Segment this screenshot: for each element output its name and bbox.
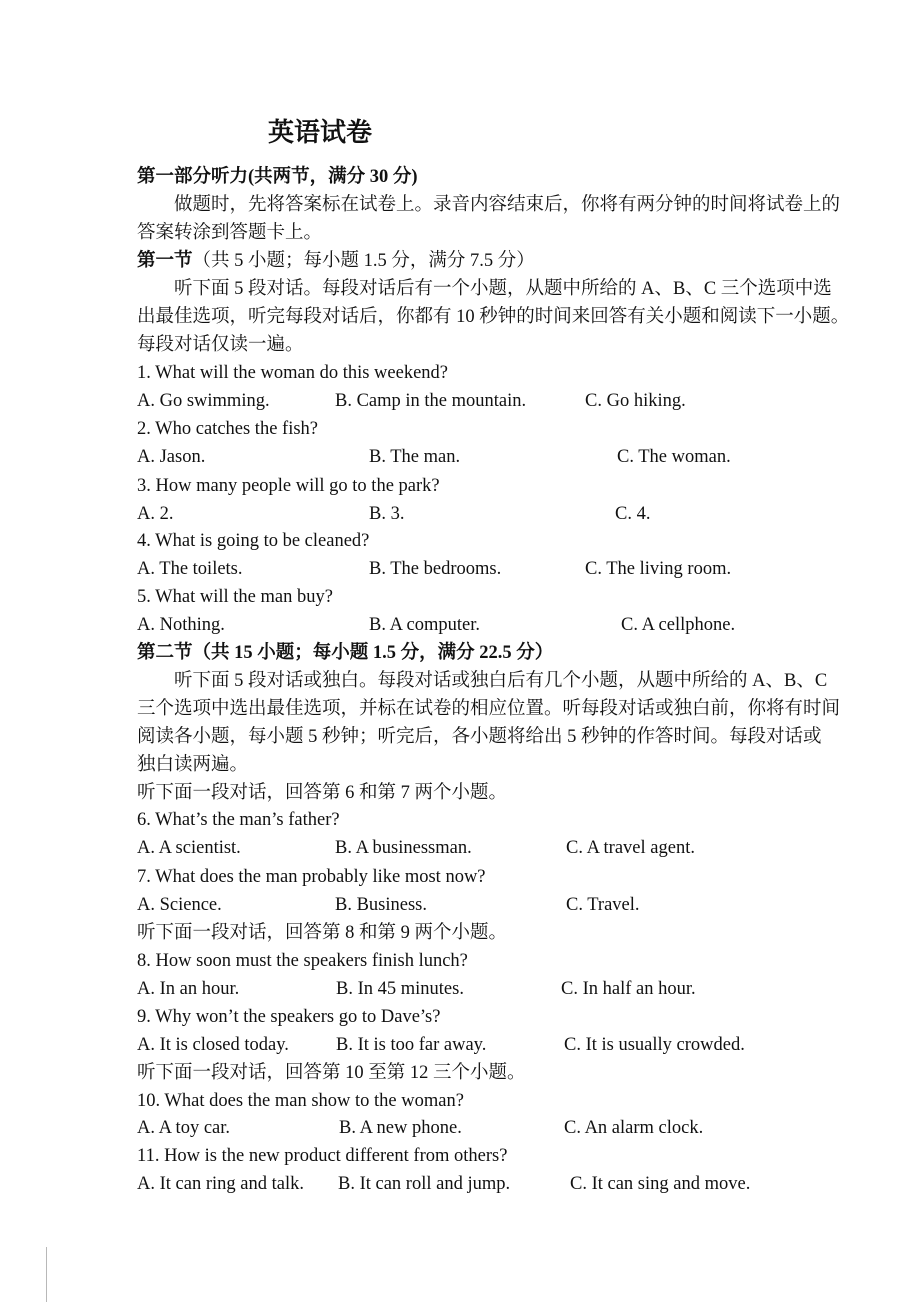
question-9: 9. Why won’t the speakers go to Dave’s? <box>137 1007 441 1027</box>
option-2-c: C. The woman. <box>617 447 731 467</box>
dialog-cue-6-7: 听下面一段对话，回答第 6 和第 7 两个小题。 <box>137 783 508 803</box>
section2-instructions-line-1: 听下面 5 段对话或独白。每段对话或独白后有几个小题，从题中所给的 A、B、C <box>174 671 828 691</box>
option-11-a: A. It can ring and talk. <box>137 1174 304 1194</box>
option-10-c: C. An alarm clock. <box>564 1118 704 1138</box>
option-9-c: C. It is usually crowded. <box>564 1035 745 1055</box>
option-6-c: C. A travel agent. <box>566 838 695 858</box>
option-7-c: C. Travel. <box>566 895 640 915</box>
part1-intro-line-2: 答案转涂到答题卡上。 <box>137 223 323 243</box>
section1-heading <box>137 247 535 275</box>
options-5 <box>137 611 920 639</box>
option-8-a: A. In an hour. <box>137 979 240 999</box>
option-7-b: B. Business. <box>335 895 428 915</box>
options-1 <box>137 387 920 415</box>
option-2-a: A. Jason. <box>137 447 206 467</box>
option-6-b: B. A businessman. <box>335 838 472 858</box>
option-5-a: A. Nothing. <box>137 615 225 635</box>
option-8-c: C. In half an hour. <box>561 979 696 999</box>
page-edge-artifact-line <box>46 1247 47 1302</box>
option-1-a: A. Go swimming. <box>137 391 270 411</box>
part1-heading: 第一部分听力(共两节，满分 30 分) <box>137 167 418 187</box>
options-3 <box>137 500 920 528</box>
option-5-c: C. A cellphone. <box>621 615 736 635</box>
section2-instructions-line-3: 阅读各小题，每小题 5 秒钟；听完后，各小题将给出 5 秒钟的作答时间。每段对话或 <box>137 727 822 747</box>
section1-instructions-line-3: 每段对话仅读一遍。 <box>137 335 304 355</box>
question-10: 10. What does the man show to the woman? <box>137 1091 464 1111</box>
section2-instructions-line-4: 独白读两遍。 <box>137 755 249 775</box>
section1-heading-label: 第一节 <box>137 251 193 271</box>
option-3-c: C. 4. <box>615 504 651 524</box>
question-4: 4. What is going to be cleaned? <box>137 531 370 551</box>
option-9-b: B. It is too far away. <box>336 1035 487 1055</box>
section2-heading: 第二节（共 15 小题；每小题 1.5 分，满分 22.5 分） <box>137 643 554 663</box>
option-11-c: C. It can sing and move. <box>570 1174 751 1194</box>
options-8 <box>137 975 920 1003</box>
option-3-b: B. 3. <box>369 504 405 524</box>
question-8: 8. How soon must the speakers finish lunch? <box>137 951 468 971</box>
option-2-b: B. The man. <box>369 447 461 467</box>
options-7 <box>137 891 920 919</box>
section2-instructions-line-2: 三个选项中选出最佳选项，并标在试卷的相应位置。听每段对话或独白前，你将有时间 <box>137 699 841 719</box>
section1-instructions-line-2: 出最佳选项，听完每段对话后，你都有 10 秒钟的时间来回答有关小题和阅读下一小题。 <box>137 307 850 327</box>
option-10-a: A. A toy car. <box>137 1118 231 1138</box>
option-4-b: B. The bedrooms. <box>369 559 502 579</box>
option-3-a: A. 2. <box>137 504 174 524</box>
option-6-a: A. A scientist. <box>137 838 241 858</box>
question-6: 6. What’s the man’s father? <box>137 810 340 830</box>
question-11: 11. How is the new product different from others? <box>137 1146 508 1166</box>
section1-instructions-line-1: 听下面 5 段对话。每段对话后有一个小题，从题中所给的 A、B、C 三个选项中选 <box>174 279 832 299</box>
options-2 <box>137 443 920 471</box>
options-4 <box>137 555 920 583</box>
option-11-b: B. It can roll and jump. <box>338 1174 511 1194</box>
question-7: 7. What does the man probably like most now? <box>137 867 486 887</box>
question-3: 3. How many people will go to the park? <box>137 476 440 496</box>
question-1: 1. What will the woman do this weekend? <box>137 363 449 383</box>
options-10 <box>137 1114 920 1142</box>
part1-intro-line-1: 做题时，先将答案标在试卷上。录音内容结束后，你将有两分钟的时间将试卷上的 <box>174 195 841 215</box>
option-5-b: B. A computer. <box>369 615 480 635</box>
option-10-b: B. A new phone. <box>339 1118 462 1138</box>
option-8-b: B. In 45 minutes. <box>336 979 464 999</box>
question-5: 5. What will the man buy? <box>137 587 333 607</box>
options-11 <box>137 1170 920 1198</box>
option-4-c: C. The living room. <box>585 559 732 579</box>
page-title: 英语试卷 <box>268 118 373 147</box>
option-1-c: C. Go hiking. <box>585 391 686 411</box>
question-2: 2. Who catches the fish? <box>137 419 318 439</box>
option-7-a: A. Science. <box>137 895 222 915</box>
option-4-a: A. The toilets. <box>137 559 243 579</box>
option-1-b: B. Camp in the mountain. <box>335 391 527 411</box>
dialog-cue-10-12: 听下面一段对话，回答第 10 至第 12 三个小题。 <box>137 1063 526 1083</box>
option-9-a: A. It is closed today. <box>137 1035 289 1055</box>
options-9 <box>137 1031 920 1059</box>
options-6 <box>137 834 920 862</box>
dialog-cue-8-9: 听下面一段对话，回答第 8 和第 9 两个小题。 <box>137 923 508 943</box>
section1-heading-detail: （共 5 小题；每小题 1.5 分，满分 7.5 分） <box>192 251 535 271</box>
